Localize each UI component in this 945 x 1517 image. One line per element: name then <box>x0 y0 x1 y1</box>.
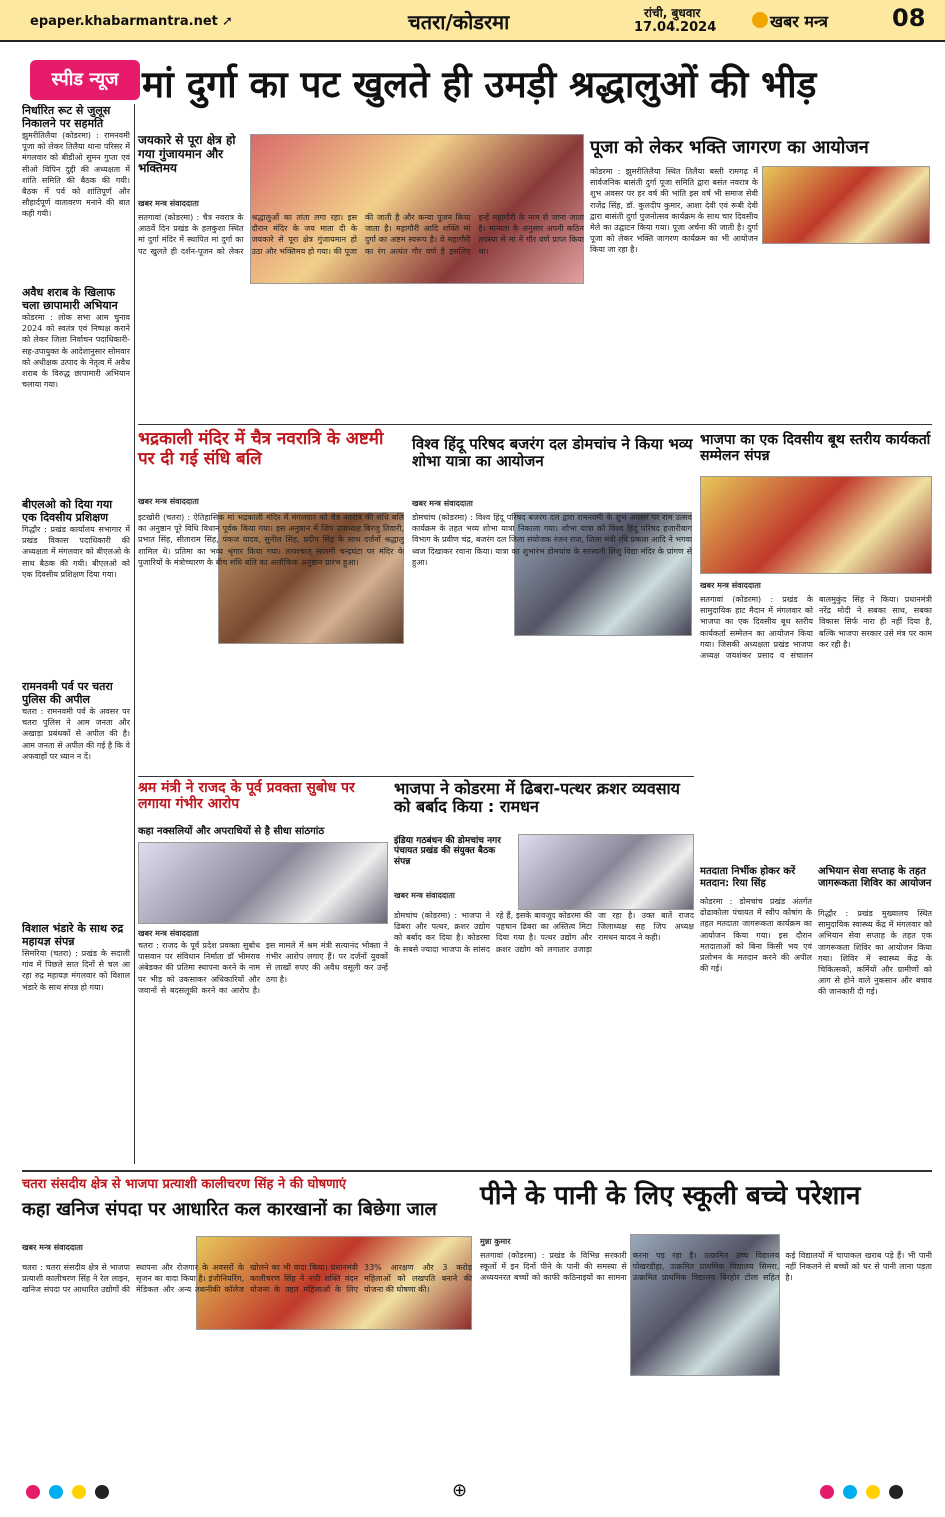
brief-item <box>22 286 130 492</box>
section-rule <box>138 776 694 777</box>
shram-byline: खबर मन्त्र संवाददाता <box>138 929 199 938</box>
edition-date: 17.04.2024 <box>634 20 717 35</box>
bjp-booth-title: भाजपा का एक दिवसीय बूथ स्तरीय कार्यकर्ता सम्मेलन संपन्न <box>700 432 931 465</box>
durga-byline: खबर मन्त्र संवाददाता <box>138 199 199 208</box>
abhiyan-title: अभियान सेवा सप्ताह के तहत जागरूकता शिविर का आयोजन <box>818 866 932 889</box>
maryada-title: मतदाता निर्भीक होकर करें मतदान: रिया सिंह <box>700 866 796 889</box>
vhp-byline: खबर मन्त्र संवाददाता <box>412 499 473 508</box>
speed-news-badge: स्पीड न्यूज <box>30 60 140 100</box>
dhibra-title: भाजपा ने कोडरमा में ढिबरा-पत्थर क्रशर व्यवसाय को बर्बाद किया : रामधन <box>394 779 680 817</box>
brief-body: झुमरीतिलैया (कोडरमा) : रामनवमी पूजा को लेकर तिलैया थाना परिसर में मंगलवार को बीडीओ सुमन गुप्ता एवं सीओ विपिन दुद्दी की अध्यक्षता में शांति समिति की बैठक की गयी। बैठक में पर्व को शांतिपूर्ण और सौहार्दपूर्ण वातावरण मनाने की बात कही गयी। <box>22 131 130 219</box>
print-color-marks <box>820 1484 907 1503</box>
brief-body: कोडरमा : लोक सभा आम चुनाव 2024 को स्वतंत्र एवं निष्पक्ष कराने को लेकर जिला निर्वाचन पदाधिकारी-सह-उपायुक्त के आदेशानुसार सोमवार को अधीक्षक उत्पाद के नेतृत्व में अवैध शराब के विरुद्ध छापामारी अभियान चलाया गया। <box>22 313 130 390</box>
durga-kicker: जयकारे से पूरा क्षेत्र हो गया गुंजायमान और भक्तिमय <box>138 133 236 175</box>
paani-body: सतगावां (कोडरमा) : प्रखंड के विभिन्न सरकारी स्कूलों में इन दिनों पीने के पानी की समस्या से अध्ययनरत बच्चों को काफी कठिनाइयों का सामना करना पड़ रहा है। उत्क्रमित उच्च विद्यालय पोखरडीहा, उत्क्रमित प्राथमिक विद्यालय सिमरा, उत्क्रमित प्राथमिक विद्यालय बिरहोर टोला सहित कई विद्यालयों में चापाकल खराब पड़े हैं। भी पानी नहीं निकलने से बच्चों को घर से पानी लाना पड़ता है। <box>480 1251 932 1283</box>
brief-title: बीएलओ को दिया गया एक दिवसीय प्रशिक्षण <box>22 498 113 524</box>
color-mark <box>26 1485 40 1499</box>
bjp-booth-body: सतगावां (कोडरमा) : प्रखंड के सामुदायिक हाट मैदान में मंगलवार को भाजपा का एक दिवसीय बूथ स्तरीय कार्यकर्ता सम्मेलन का आयोजन किया गया। जिसकी अध्यक्षता प्रखंड भाजपा अध्यक्ष जयशंकर प्रसाद व संचालन बालमुकुंद सिंह ने किया। प्रधानमंत्री नरेंद्र मोदी ने सबका साथ, सबका विकास सिर्फ नारा ही नहीं दिया है, बल्कि भाजपा सरकार उसे मंत्र पर काम कर रही है। <box>700 595 932 661</box>
main-headline: मां दुर्गा का पट खुलते ही उमड़ी श्रद्धालुओं की भीड़ <box>142 63 817 106</box>
bjp-booth-photo <box>700 476 932 574</box>
shram-body: चतरा : राजद के पूर्व प्रदेश प्रवक्ता सुबोध पासवान पर संविधान निर्माता डॉ भीमराव अंबेडकर की प्रतिमा स्थापना करने के नाम पर भीड़ को उकसाकर अधिकारियों और जवानों से बदसलूकी करने का आरोप है। इस मामले में श्रम मंत्री सत्यानंद भोक्ता ने गंभीर आरोप लगाए हैं। पर दर्जनों युवकों से लाखों रुपए की अवैध वसूली कर उन्हें ठगा है। <box>138 941 388 995</box>
cursor-icon: ➚ <box>222 14 233 29</box>
bjp-booth-byline: खबर मन्त्र संवाददाता <box>700 581 761 590</box>
color-mark <box>843 1485 857 1499</box>
brief-item <box>22 680 130 916</box>
registration-crosshair-icon: ⊕ <box>452 1480 468 1501</box>
vhp-body: डोमचांच (कोडरमा) : विश्व हिंदू परिषद बजरंग दल द्वारा रामनवमी के शुभ अवसर पर राम उत्सव कार्यक्रम के तहत भव्य शोभा यात्रा निकाला गया। शोभा यात्रा को विश्व हिंदू परिषद हजारीबाग विभाग के प्रवीण चंद्र, बजरंग दल जिला संयोजक रंजन राज, जिला मंत्री रवि प्रकाश आदि ने भगवा ध्वज दिखाकर रवाना किया। यात्रा का शुभारंभ डोमचांच के सरस्वती शिशु विद्या मंदिर के प्रांगण से हुआ। <box>412 513 692 567</box>
bhadrakali-byline: खबर मन्त्र संवाददाता <box>138 497 199 506</box>
brand-logo-icon <box>752 12 768 28</box>
vhp-title: विश्व हिंदू परिषद बजरंग दल डोमचांच ने किया भव्य शोभा यात्रा का आयोजन <box>412 435 693 471</box>
maryada-body: कोडरमा : डोमचांच प्रखंड अंतर्गत ढोढाकोला पंचायत में स्वीप कोषांग के तहत मतदाता जागरूकता कार्यक्रम का आयोजन किया गया। इस दौरान मतदाताओं को बिना किसी भय एवं प्रलोभन के मतदान करने की अपील की गई। <box>700 897 812 974</box>
dhibra-photo <box>518 834 694 910</box>
jagran-title: पूजा को लेकर भक्ति जागरण का आयोजन <box>590 137 869 158</box>
brief-title: निर्धारित रूट से जुलूस निकालने पर सहमति <box>22 104 111 130</box>
section-name: चतरा/कोडरमा <box>408 10 510 34</box>
print-color-marks <box>26 1484 113 1503</box>
durga-body: सतगावां (कोडरमा) : चैत्र नवरात्र के आठवें दिन प्रखंड के हलकुशा स्थित मां दुर्गा मंदिर में स्थापित मां दुर्गा का पट खुलते ही दर्शन-पूजन को लेकर श्रद्धालुओं का तांता लगा रहा। इस दौरान मंदिर के जय माता दी के जयकारे से पूरा क्षेत्र गुंजायमान हो उठा और भक्तिमय हो गया। की पूजा की जाती है और कन्या पूजन किया जाता है। महागौरी आदि शक्ति मां दुर्गा का अष्टम स्वरूप है। वे महागौरी का रंग अत्यंत गौर वर्ण है इसलिए इन्हें महागौरी के नाम से जाना जाता है। मान्यता के अनुसार अपनी कठिन तपस्या से मां ने गौर वर्ण प्राप्त किया था। <box>138 213 584 256</box>
abhiyan-body: गिद्धौर : प्रखंड मुख्यालय स्थित सामुदायिक स्वास्थ्य केंद्र में मंगलवार को अभियान सेवा सप्ताह के तहत एक जागरूकता शिविर का आयोजन किया गया। शिविर में स्वास्थ्य केंद्र के चिकित्सकों, कर्मियों और ग्रामीणों को आग से होने वाले नुकसान और बचाव की जानकारी दी गई। <box>818 909 932 997</box>
kalicharan-body: चतरा : चतरा संसदीय क्षेत्र से भाजपा प्रत्याशी कालीचरण सिंह ने रेल लाइन, खनिज संपदा पर आधारित उद्योगों की स्थापना और रोजगार के अवसरों के सृजन का वादा किया है। इंजीनियरिंग, मेडिकल और अन्य तकनीकी कॉलेज खोलने का भी वादा किया। प्रधानमंत्री कालीचरण सिंह ने नारी शक्ति वंदन योजना के तहत महिलाओं के लिए 33% आरक्षण और 3 करोड़ महिलाओं को लखपति बनाने की योजना की घोषणा की। <box>22 1263 472 1295</box>
dhibra-body: डोमचांच (कोडरमा) : भाजपा ने ढिबरा और पत्थर, क्रशर उद्योग को बर्बाद कर दिया है। कोडरमा के सबसे ज्यादा भाजपा के सांसद रहे हैं, इसके बावजूद कोडरमा की पहचान ढिबरा का अस्तित्व मिटा दिया गया है। पत्थर उद्योग और क्रशर उद्योग को लगातार उजाड़ा जा रहा है। उक्त बातें राजद जिलाध्यक्ष सह जिप अध्यक्ष रामधन यादव ने कही। <box>394 911 694 954</box>
brand-name: खबर मन्त्र <box>770 12 828 31</box>
brief-body: सिमरिया (चतरा) : प्रखंड के सदाली गांव में पिछले सात दिनों से चल आ रहा रुद्र महायज्ञ मंगलवार को विशाल भंडारे के साथ संपन्न हो गया। <box>22 949 130 992</box>
dhibra-byline: खबर मन्त्र संवाददाता <box>394 891 455 900</box>
shram-title: श्रम मंत्री ने राजद के पूर्व प्रवक्ता सुबोध पर लगाया गंभीर आरोप <box>138 780 355 813</box>
brief-body: गिद्धौर : प्रखंड कार्यालय सभागार में प्रखंड विकास पदाधिकारी की अध्यक्षता में मंगलवार को बीएलओ के साथ बैठक की गयी। बीएलओ को एक दिवसीय प्रशिक्षण दिया गया। <box>22 525 130 579</box>
brief-item <box>22 104 130 280</box>
page-number: 08 <box>892 4 926 32</box>
paani-byline: मुन्ना कुमार <box>480 1237 511 1246</box>
brief-body: चतरा : रामनवमी पर्व के अवसर पर चतरा पुलिस ने आम जनता और अखाड़ा प्रबंधकों से अपील की है। आम जनता से अपील की गई है कि वे अफवाहों पर ध्यान न दें। <box>22 707 130 761</box>
section-rule <box>22 1170 932 1172</box>
brief-title: अवैध शराब के खिलाफ चला छापामारी अभियान <box>22 286 118 312</box>
brief-title: रामनवमी पर्व पर चतरा पुलिस की अपील <box>22 680 113 706</box>
color-mark <box>820 1485 834 1499</box>
shram-subtitle: कहा नक्सलियों और अपराधियों से है सीधा सांठगांठ <box>138 826 325 837</box>
paani-title: पीने के पानी के लिए स्कूली बच्चे परेशान <box>480 1181 861 1211</box>
site-url[interactable]: epaper.khabarmantra.net <box>30 14 218 29</box>
bhadrakali-title: भद्रकाली मंदिर में चैत्र नवरात्रि के अष्टमी पर दी गई संधि बलि <box>138 429 384 469</box>
sidebar-briefs <box>22 104 130 1164</box>
color-mark <box>889 1485 903 1499</box>
jagran-body: कोडरमा : झुमरीतिलैया स्थित तिलैया बस्ती रामगढ़ में सार्वजनिक बासंती दुर्गा पूजा समिति द्वारा बसंत नवरात्र के शुभ अवसर पर हर वर्ष की भांति इस वर्ष भी समाज सेवी राजेंद्र सिंह, डॉ. कुलदीप कुमार, आशा देवी एवं रूबी देवी द्वारा बासंती दुर्गा पुजनोत्सव कार्यक्रम के साथ चार दिवसीय मेले का उद्घाटन किया गया। पूजा अर्चना की जाती है। दुर्गा पूजा को लेकर भक्ति जागरण कार्यक्रम का भी आयोजन किया जा रहा है। <box>590 167 758 255</box>
bhadrakali-body: इटखोरी (चतरा) : ऐतिहासिक मां भद्रकाली मंदिर में मंगलवार को चैत्र नवरात्र की संधि बलि का अनुष्ठान पूरे विधि विधान पूर्वक किया गया। इस अनुष्ठान में जिप उपाध्यक्ष बिरजु तिवारी, प्रभात सिंह, सीताराम सिंह, पंकज यादव, सुनील सिंह, प्रदीप सिंह के साथ दर्जनों श्रद्धालु शामिल थे। प्रतिमा का भव्य श्रृंगार किया गया। तत्पश्चात् सप्तमी चन्द्रघंटा पर मंदिर के पुजारियों के मंत्रोच्चारण के बीच संधि बलि का अलौकिक अनुष्ठान प्रारंभ हुआ। <box>138 513 404 567</box>
jagran-photo <box>762 166 930 244</box>
color-mark <box>72 1485 86 1499</box>
brief-title: विशाल भंडारे के साथ रुद्र महायज्ञ संपन्न <box>22 922 124 948</box>
brief-item <box>22 922 130 1148</box>
brief-item <box>22 498 130 674</box>
dhibra-kicker: इंडिया गठबंधन की डोमचांच नगर पंचायत प्रखंड की संयुक्त बैठक संपन्न <box>394 836 501 867</box>
section-rule <box>138 424 932 425</box>
edition-place: रांची, बुधवार <box>644 6 701 20</box>
color-mark <box>49 1485 63 1499</box>
kalicharan-kicker: चतरा संसदीय क्षेत्र से भाजपा प्रत्याशी कालीचरण सिंह ने की घोषणाएं <box>22 1177 347 1192</box>
color-mark <box>95 1485 109 1499</box>
kalicharan-title: कहा खनिज संपदा पर आधारित कल कारखानों का बिछेगा जाल <box>22 1199 437 1220</box>
page-header <box>0 0 945 42</box>
kalicharan-byline: खबर मन्त्र संवाददाता <box>22 1243 83 1252</box>
shram-photo <box>138 842 388 924</box>
color-mark <box>866 1485 880 1499</box>
column-divider <box>134 104 135 1164</box>
